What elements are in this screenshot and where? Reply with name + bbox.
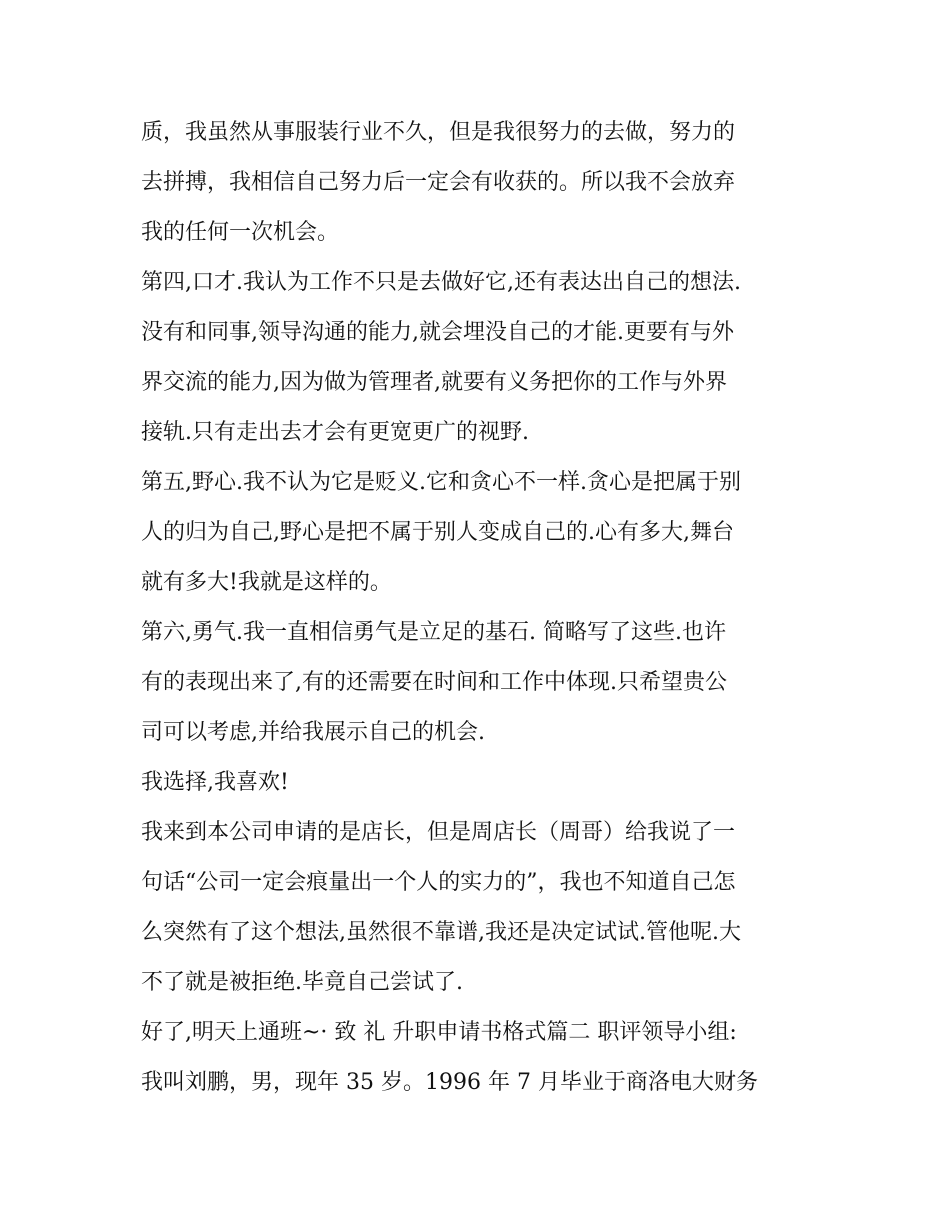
text-line: 人的归为自己,野心是把不属于别人变成自己的.心有多大,舞台 [141, 520, 734, 545]
text-line: 有的表现出来了,有的还需要在时间和工作中体现.只希望贵公 [141, 670, 727, 695]
text-line: 第六,勇气.我一直相信勇气是立足的基石. 简略写了这些.也许 [141, 620, 726, 645]
text-line: 界交流的能力,因为做为管理者,就要有义务把你的工作与外界 [141, 370, 727, 395]
text-line: 第四,口才.我认为工作不只是去做好它,还有表达出自己的想法. [141, 270, 741, 295]
text-line: 好了,明天上通班~· 致 礼 升职申请书格式篇二 职评领导小组: [141, 1020, 737, 1045]
text-line: 没有和同事,领导沟通的能力,就会埋没自己的才能.更要有与外 [141, 320, 734, 345]
text-line: 不了就是被拒绝.毕竟自己尝试了. [141, 970, 463, 995]
text-line: 司可以考虑,并给我展示自己的机会. [141, 720, 485, 745]
text-line: 第五,野心.我不认为它是贬义.它和贪心不一样.贪心是把属于别 [141, 470, 741, 495]
text-line: 去拼搏，我相信自己努力后一定会有收获的。所以我不会放弃 [141, 170, 736, 195]
text-line: 接轨.只有走出去才会有更宽更广的视野. [141, 420, 529, 445]
text-line: 我叫刘鹏，男，现年 35 岁。1996 年 7 月毕业于商洛电大财务 [141, 1070, 758, 1095]
text-line: 句话“公司一定会痕量出一个人的实力的”，我也不知道自己怎 [141, 870, 736, 895]
text-line: 我选择,我喜欢! [141, 770, 289, 795]
document-body [141, 108, 821, 1108]
text-line: 质，我虽然从事服装行业不久，但是我很努力的去做，努力的 [141, 120, 736, 145]
text-line: 我的任何一次机会。 [141, 220, 340, 245]
text-line: 就有多大!我就是这样的。 [141, 570, 392, 595]
text-line: 我来到本公司申请的是店长，但是周店长（周哥）给我说了一 [141, 820, 736, 845]
text-line: 么突然有了这个想法,虽然很不靠谱,我还是决定试试.管他呢.大 [141, 920, 741, 945]
